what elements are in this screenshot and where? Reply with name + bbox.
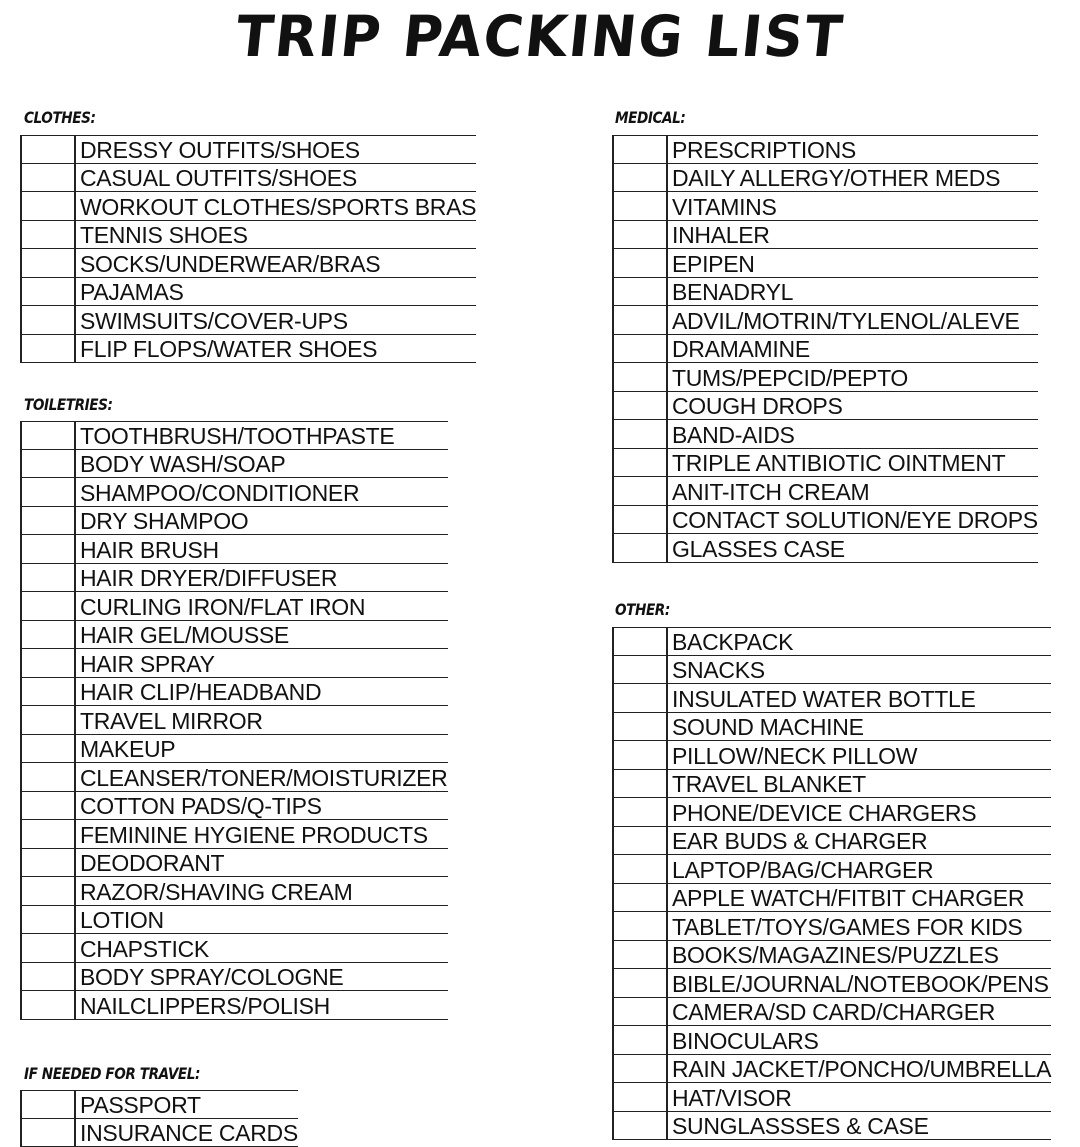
item-label: DRESSY OUTFITS/SHOES	[76, 137, 360, 163]
checkbox[interactable]	[22, 678, 76, 706]
item-label: PILLOW/NECK PILLOW	[668, 743, 917, 769]
checkbox[interactable]	[614, 420, 668, 448]
checkbox[interactable]	[614, 912, 668, 940]
item-label: DRY SHAMPOO	[76, 508, 248, 534]
toiletries-list-item	[20, 507, 448, 536]
checkbox[interactable]	[22, 507, 76, 535]
other-list-item	[612, 1112, 1051, 1141]
medical-list-item	[612, 306, 1038, 335]
checkbox[interactable]	[614, 827, 668, 855]
toiletries-list-item	[20, 450, 448, 479]
clothes-list-item	[20, 135, 476, 164]
checkbox[interactable]	[614, 278, 668, 306]
toiletries-list-item	[20, 592, 448, 621]
item-label: HAIR CLIP/HEADBAND	[76, 679, 321, 705]
medical-list-item	[612, 449, 1038, 478]
item-label: COUGH DROPS	[668, 393, 843, 419]
clothes-list-item	[20, 192, 476, 221]
checkbox[interactable]	[22, 136, 76, 163]
checkbox[interactable]	[614, 741, 668, 769]
checkbox[interactable]	[22, 963, 76, 991]
checkbox[interactable]	[614, 1026, 668, 1054]
checkbox[interactable]	[22, 735, 76, 763]
item-label: RAIN JACKET/PONCHO/UMBRELLA	[668, 1056, 1051, 1082]
medical-list-item	[612, 135, 1038, 164]
item-label: EAR BUDS & CHARGER	[668, 828, 927, 854]
item-label: TRAVEL MIRROR	[76, 708, 263, 734]
checkbox[interactable]	[22, 991, 76, 1019]
checkbox[interactable]	[22, 249, 76, 277]
other-list-item	[612, 1026, 1051, 1055]
toiletries-list-item	[20, 706, 448, 735]
checkbox[interactable]	[614, 998, 668, 1026]
checkbox[interactable]	[614, 249, 668, 277]
travel-section-title: IF NEEDED FOR TRAVEL:	[24, 1064, 200, 1083]
other-list-item	[612, 656, 1051, 685]
checkbox[interactable]	[614, 969, 668, 997]
checkbox[interactable]	[22, 422, 76, 449]
item-label: FLIP FLOPS/WATER SHOES	[76, 336, 377, 362]
checkbox[interactable]	[22, 820, 76, 848]
other-list-item	[612, 827, 1051, 856]
item-label: BAND-AIDS	[668, 422, 795, 448]
toiletries-list-item	[20, 877, 448, 906]
checkbox[interactable]	[22, 706, 76, 734]
item-label: CASUAL OUTFITS/SHOES	[76, 165, 357, 191]
checkbox[interactable]	[614, 1112, 668, 1140]
item-label: COTTON PADS/Q-TIPS	[76, 793, 322, 819]
item-label: BIBLE/JOURNAL/NOTEBOOK/PENS	[668, 971, 1049, 997]
item-label: INSULATED WATER BOTTLE	[668, 686, 976, 712]
other-list-item	[612, 741, 1051, 770]
checkbox[interactable]	[22, 792, 76, 820]
checkbox[interactable]	[614, 449, 668, 477]
checkbox[interactable]	[614, 884, 668, 912]
checkbox[interactable]	[22, 763, 76, 791]
checkbox[interactable]	[22, 535, 76, 563]
item-label: TUMS/PEPCID/PEPTO	[668, 365, 908, 391]
checkbox[interactable]	[22, 221, 76, 249]
item-label: CURLING IRON/FLAT IRON	[76, 594, 365, 620]
item-label: EPIPEN	[668, 251, 755, 277]
other-list-item	[612, 770, 1051, 799]
item-label: WORKOUT CLOTHES/SPORTS BRAS	[76, 194, 476, 220]
item-label: SNACKS	[668, 657, 765, 683]
toiletries-list-item	[20, 820, 448, 849]
clothes-list-item	[20, 221, 476, 250]
checkbox[interactable]	[22, 592, 76, 620]
item-label: BACKPACK	[668, 629, 793, 655]
item-label: BODY WASH/SOAP	[76, 451, 285, 477]
item-label: TRAVEL BLANKET	[668, 771, 866, 797]
medical-list-item	[612, 420, 1038, 449]
medical-list-item	[612, 278, 1038, 307]
checkbox[interactable]	[614, 941, 668, 969]
checkbox[interactable]	[614, 628, 668, 655]
clothes-list-item	[20, 249, 476, 278]
checkbox[interactable]	[22, 192, 76, 220]
medical-section-title: MEDICAL:	[615, 108, 685, 127]
item-label: BINOCULARS	[668, 1028, 819, 1054]
checkbox[interactable]	[614, 855, 668, 883]
medical-list-item	[612, 392, 1038, 421]
toiletries-list-item	[20, 906, 448, 935]
checkbox[interactable]	[22, 621, 76, 649]
checkbox[interactable]	[614, 192, 668, 220]
medical-list	[612, 135, 1038, 563]
toiletries-list-item	[20, 564, 448, 593]
checkbox[interactable]	[22, 278, 76, 306]
toiletries-list-item	[20, 535, 448, 564]
item-label: HAIR SPRAY	[76, 651, 215, 677]
item-label: VITAMINS	[668, 194, 777, 220]
item-label: PASSPORT	[76, 1092, 201, 1118]
item-label: DEODORANT	[76, 850, 224, 876]
toiletries-list-item	[20, 478, 448, 507]
medical-list-item	[612, 249, 1038, 278]
checkbox[interactable]	[22, 877, 76, 905]
clothes-list-item	[20, 335, 476, 364]
checkbox[interactable]	[614, 798, 668, 826]
travel-list-item	[20, 1090, 298, 1119]
item-label: GLASSES CASE	[668, 536, 845, 562]
item-label: LOTION	[76, 907, 164, 933]
other-list-item	[612, 941, 1051, 970]
item-label: TOOTHBRUSH/TOOTHPASTE	[76, 423, 394, 449]
medical-list-item	[612, 192, 1038, 221]
medical-list-item	[612, 477, 1038, 506]
checkbox[interactable]	[614, 306, 668, 334]
item-label: SUNGLASSSES & CASE	[668, 1113, 929, 1139]
toiletries-list-item	[20, 934, 448, 963]
checkbox[interactable]	[22, 906, 76, 934]
travel-list-item	[20, 1119, 298, 1147]
other-list-item	[612, 798, 1051, 827]
checkbox[interactable]	[22, 306, 76, 334]
item-label: CLEANSER/TONER/MOISTURIZER	[76, 765, 448, 791]
checkbox[interactable]	[614, 363, 668, 391]
checkbox[interactable]	[22, 164, 76, 192]
toiletries-list-item	[20, 649, 448, 678]
toiletries-list-item	[20, 991, 448, 1020]
checkbox[interactable]	[22, 1119, 76, 1147]
clothes-list-item	[20, 164, 476, 193]
item-label: ANIT-ITCH CREAM	[668, 479, 869, 505]
item-label: INSURANCE CARDS	[76, 1120, 298, 1146]
checkbox[interactable]	[614, 392, 668, 420]
other-list-item	[612, 855, 1051, 884]
checkbox[interactable]	[22, 849, 76, 877]
item-label: SHAMPOO/CONDITIONER	[76, 480, 359, 506]
checkbox[interactable]	[614, 656, 668, 684]
item-label: PRESCRIPTIONS	[668, 137, 856, 163]
toiletries-list-item	[20, 678, 448, 707]
other-list-item	[612, 713, 1051, 742]
other-list-item	[612, 912, 1051, 941]
item-label: INHALER	[668, 222, 770, 248]
item-label: SOCKS/UNDERWEAR/BRAS	[76, 251, 380, 277]
item-label: CONTACT SOLUTION/EYE DROPS	[668, 507, 1038, 533]
other-list-item	[612, 969, 1051, 998]
toiletries-list-item	[20, 963, 448, 992]
other-list	[612, 627, 1051, 1140]
checkbox[interactable]	[22, 1091, 76, 1118]
item-label: PAJAMAS	[76, 279, 184, 305]
checkbox[interactable]	[614, 506, 668, 534]
other-list-item	[612, 1083, 1051, 1112]
checkbox[interactable]	[614, 164, 668, 192]
checkbox[interactable]	[614, 770, 668, 798]
toiletries-list-item	[20, 735, 448, 764]
toiletries-list-item	[20, 621, 448, 650]
item-label: ADVIL/MOTRIN/TYLENOL/ALEVE	[668, 308, 1020, 334]
item-label: BENADRYL	[668, 279, 793, 305]
checkbox[interactable]	[614, 477, 668, 505]
checkbox[interactable]	[614, 221, 668, 249]
checkbox[interactable]	[22, 649, 76, 677]
other-list-item	[612, 998, 1051, 1027]
clothes-section-title: CLOTHES:	[24, 108, 96, 127]
item-label: CAMERA/SD CARD/CHARGER	[668, 999, 995, 1025]
item-label: MAKEUP	[76, 736, 175, 762]
item-label: LAPTOP/BAG/CHARGER	[668, 857, 933, 883]
medical-list-item	[612, 164, 1038, 193]
medical-list-item	[612, 363, 1038, 392]
clothes-list-item	[20, 306, 476, 335]
toiletries-section-title: TOILETRIES:	[24, 395, 113, 414]
item-label: DAILY ALLERGY/OTHER MEDS	[668, 165, 1000, 191]
item-label: CHAPSTICK	[76, 936, 209, 962]
item-label: SWIMSUITS/COVER-UPS	[76, 308, 348, 334]
checkbox[interactable]	[614, 1055, 668, 1083]
item-label: RAZOR/SHAVING CREAM	[76, 879, 352, 905]
medical-list-item	[612, 506, 1038, 535]
other-list-item	[612, 1055, 1051, 1084]
checkbox[interactable]	[614, 534, 668, 562]
item-label: DRAMAMINE	[668, 336, 810, 362]
item-label: HAT/VISOR	[668, 1085, 792, 1111]
other-list-item	[612, 684, 1051, 713]
checkbox[interactable]	[614, 684, 668, 712]
checkbox[interactable]	[22, 934, 76, 962]
item-label: BOOKS/MAGAZINES/PUZZLES	[668, 942, 999, 968]
item-label: HAIR GEL/MOUSSE	[76, 622, 289, 648]
item-label: NAILCLIPPERS/POLISH	[76, 993, 330, 1019]
checkbox[interactable]	[614, 713, 668, 741]
other-list-item	[612, 884, 1051, 913]
other-section-title: OTHER:	[615, 600, 670, 619]
medical-list-item	[612, 221, 1038, 250]
medical-list-item	[612, 534, 1038, 563]
checkbox[interactable]	[614, 1083, 668, 1111]
item-label: APPLE WATCH/FITBIT CHARGER	[668, 885, 1024, 911]
medical-list-item	[612, 335, 1038, 364]
checkbox[interactable]	[22, 564, 76, 592]
travel-list	[20, 1090, 298, 1147]
other-list-item	[612, 627, 1051, 656]
item-label: BODY SPRAY/COLOGNE	[76, 964, 343, 990]
item-label: SOUND MACHINE	[668, 714, 864, 740]
item-label: HAIR DRYER/DIFFUSER	[76, 565, 337, 591]
checkbox[interactable]	[22, 450, 76, 478]
item-label: TENNIS SHOES	[76, 222, 248, 248]
toiletries-list-item	[20, 792, 448, 821]
page-title: TRIP PACKING LIST	[0, 0, 1080, 74]
clothes-list	[20, 135, 476, 363]
item-label: HAIR BRUSH	[76, 537, 219, 563]
toiletries-list-item	[20, 849, 448, 878]
clothes-list-item	[20, 278, 476, 307]
checkbox[interactable]	[22, 335, 76, 363]
checkbox[interactable]	[614, 335, 668, 363]
toiletries-list-item	[20, 763, 448, 792]
item-label: TRIPLE ANTIBIOTIC OINTMENT	[668, 450, 1005, 476]
item-label: TABLET/TOYS/GAMES FOR KIDS	[668, 914, 1022, 940]
checkbox[interactable]	[614, 136, 668, 163]
toiletries-list	[20, 421, 448, 1020]
checkbox[interactable]	[22, 478, 76, 506]
toiletries-list-item	[20, 421, 448, 450]
item-label: FEMININE HYGIENE PRODUCTS	[76, 822, 428, 848]
item-label: PHONE/DEVICE CHARGERS	[668, 800, 976, 826]
